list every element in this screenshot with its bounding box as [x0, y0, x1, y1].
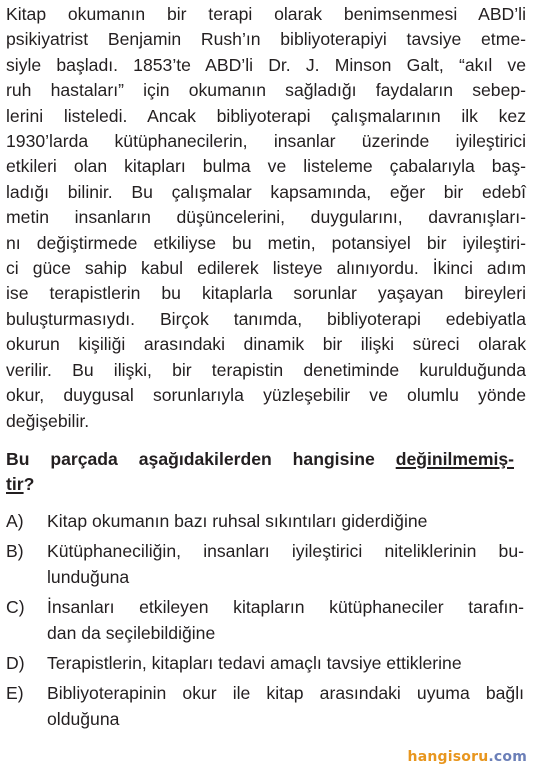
question-stem — [6, 447, 514, 498]
option-line: Kitap okumanın bazı ruhsal sıkıntıları giderdiğine — [47, 511, 428, 531]
option-a[interactable] — [6, 509, 524, 534]
option-text — [47, 651, 524, 676]
option-d[interactable] — [6, 651, 524, 676]
option-text — [47, 509, 524, 534]
passage-line: psikiyatrist Benjamin Rush’ın bibliyoterapiyi tavsiye etme- — [6, 29, 526, 50]
passage-line: lerini listeledi. Ancak bibliyoterapi çalışmalarının ilk kez — [6, 105, 526, 126]
passage-line: ladığı bilinir. Bu çalışmalar kapsamında, eğer bir edebî — [6, 181, 526, 202]
option-text — [47, 595, 524, 646]
option-letter: D) — [6, 653, 25, 674]
passage-line: 1930’larda kütüphanecilerin, insanlar üzerinde iyileştirici — [6, 131, 526, 152]
passage-text — [6, 2, 526, 434]
passage-line: nı değiştirmede etkiliyse bu metin, potansiyel bir iyileştiri- — [6, 232, 526, 253]
passage-line: Kitap okumanın bir terapi olarak benimsenmesi ABD’li — [6, 4, 526, 24]
watermark-suffix: .com — [488, 749, 527, 765]
option-c[interactable] — [6, 595, 524, 646]
option-line: lunduğuna — [47, 566, 130, 587]
question-emphasis: tir — [6, 474, 24, 495]
watermark-main: hangisoru — [407, 749, 489, 765]
passage-line: metin insanların düşüncelerini, duygularını, davranışları- — [6, 207, 526, 228]
passage-line: okur, duygusal sorunlarıyla yüzleşebilir ve olumlu yönde — [6, 385, 526, 406]
option-text — [47, 539, 524, 590]
question-line — [6, 472, 514, 497]
option-text — [47, 681, 524, 732]
passage-line: siyle başladı. 1853’te ABD’li Dr. J. Minson Galt, “akıl ve — [6, 54, 526, 75]
option-letter: C) — [6, 597, 25, 618]
question-emphasis: değinilmemiş- — [395, 449, 514, 469]
passage-line: ise terapistlerin bu kitaplarla sorunlar yaşayan bireyleri — [6, 283, 526, 304]
passage-line: okurun kişiliği arasındaki dinamik bir ilişki süreci olarak — [6, 334, 526, 355]
passage-line: ci güce sahip kabul edilerek listeye alınıyordu. İkinci adım — [6, 258, 526, 279]
option-line: dan da seçilebildiğine — [47, 622, 216, 643]
passage-line: ruh hastaları” için okumanın sağladığı faydaların sebep- — [6, 80, 526, 101]
option-line: İnsanları etkileyen kitapların kütüphaneciler tarafın- — [47, 597, 524, 618]
option-e[interactable] — [6, 681, 524, 732]
option-letter: E) — [6, 683, 24, 704]
question-line — [6, 447, 514, 472]
option-letter: A) — [6, 511, 24, 531]
watermark-logo — [408, 749, 527, 765]
answer-options — [6, 509, 524, 737]
passage-line: etkileri olan kitapları bulma ve listeleme çabalarıyla baş- — [6, 156, 526, 177]
passage-line: buluşturmasıydı. Birçok tanımda, bibliyoterapi edebiyatla — [6, 308, 526, 329]
option-b[interactable] — [6, 539, 524, 590]
option-line: Terapistlerin, kitapları tedavi amaçlı tavsiye ettiklerine — [47, 653, 462, 674]
question-prefix: Bu parçada aşağıdakilerden hangisine — [6, 449, 396, 469]
passage-line: verilir. Bu ilişki, bir terapistin denetiminde kurulduğunda — [6, 359, 526, 380]
option-line: Bibliyoterapinin okur ile kitap arasındaki uyuma bağlı — [47, 683, 524, 704]
option-line: olduğuna — [47, 708, 120, 729]
option-letter: B) — [6, 541, 24, 562]
passage-line: değişebilir. — [6, 410, 90, 431]
option-line: Kütüphaneciliğin, insanları iyileştirici niteliklerinin bu- — [47, 541, 524, 562]
question-mark: ? — [23, 474, 35, 495]
